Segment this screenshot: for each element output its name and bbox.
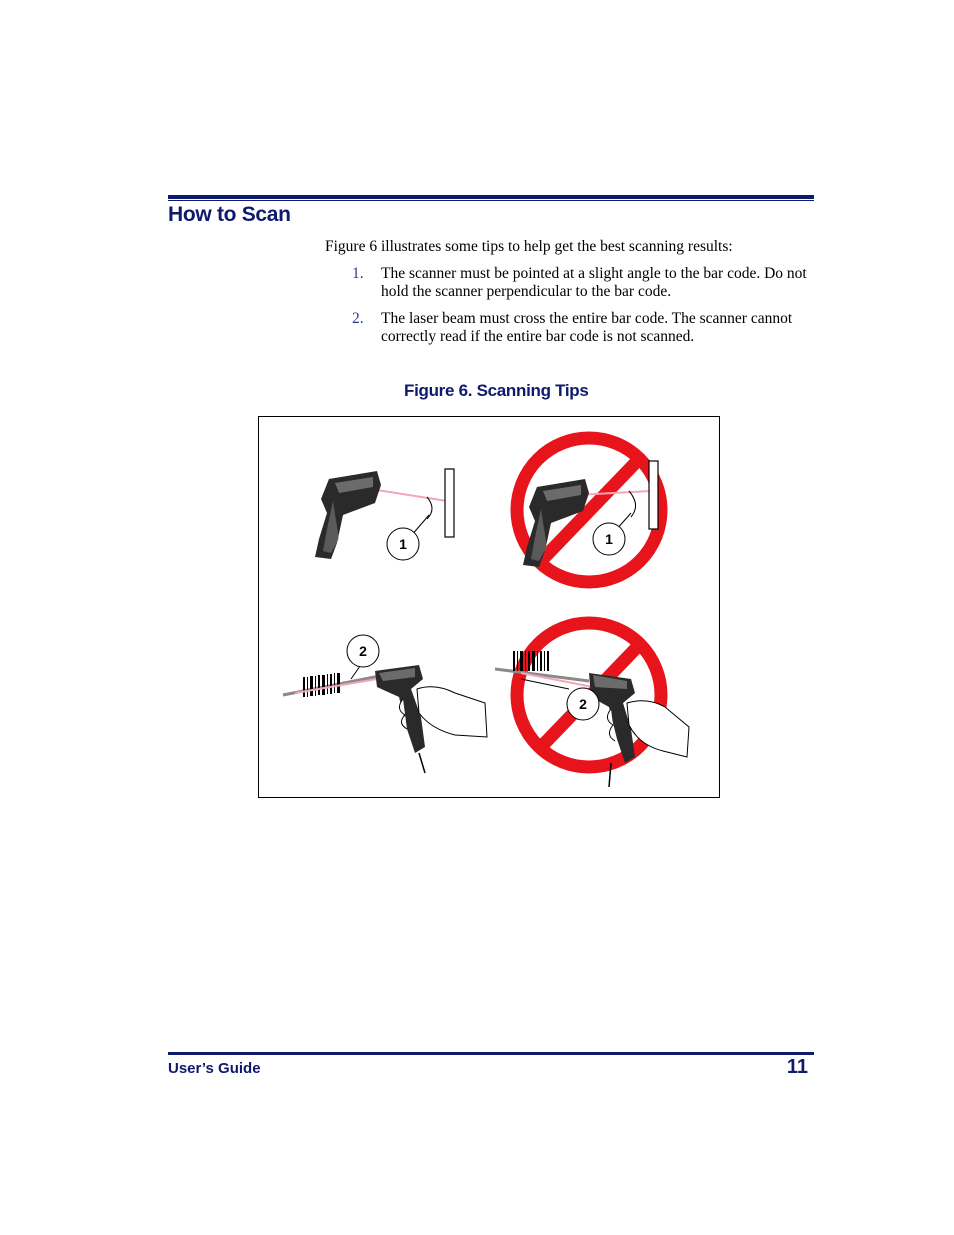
callout-1-left xyxy=(387,528,419,560)
list-item xyxy=(352,265,812,301)
footer-rule xyxy=(168,1052,814,1055)
footer-label: User’s Guide xyxy=(168,1060,261,1077)
callout-1-right xyxy=(593,523,625,555)
svg-text:2: 2 xyxy=(579,696,587,712)
svg-text:1: 1 xyxy=(605,531,613,547)
callout-2-left xyxy=(347,635,379,667)
tips-list xyxy=(352,265,812,355)
svg-text:1: 1 xyxy=(399,536,407,552)
section-title: How to Scan xyxy=(168,203,291,226)
svg-text:2: 2 xyxy=(359,643,367,659)
list-text: The laser beam must cross the entire bar code. The scanner cannot correctly read if the entire bar code is not scanned. xyxy=(381,310,793,345)
scanning-tips-figure xyxy=(258,416,720,798)
figure-caption: Figure 6. Scanning Tips xyxy=(404,381,589,400)
list-number: 2. xyxy=(352,310,364,327)
scanning-illustration xyxy=(259,417,719,797)
scanner-full-barcode xyxy=(283,659,487,773)
scanner-wrong-angle xyxy=(517,438,661,582)
list-item xyxy=(352,310,812,346)
list-text: The scanner must be pointed at a slight angle to the bar code. Do not hold the scanner perpendicular to the bar code. xyxy=(381,265,807,300)
scanner-correct-angle xyxy=(315,469,454,559)
page-number: 11 xyxy=(786,1056,808,1078)
callout-2-right xyxy=(567,688,599,720)
intro-paragraph: Figure 6 illustrates some tips to help get the best scanning results: xyxy=(325,238,733,255)
list-number: 1. xyxy=(352,265,364,282)
header-rule xyxy=(168,195,814,201)
